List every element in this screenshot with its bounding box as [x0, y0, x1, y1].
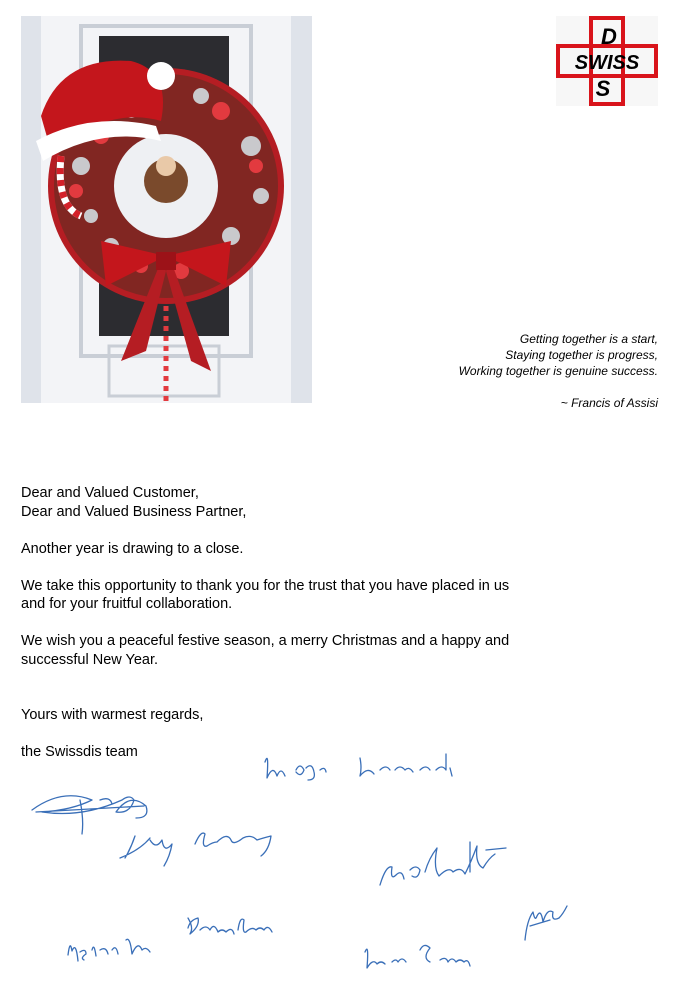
signatures — [0, 740, 674, 995]
signature-8 — [525, 906, 567, 940]
quote-block — [338, 331, 658, 411]
signature-1 — [265, 754, 452, 780]
logo-letter-d: D — [601, 24, 617, 49]
letter-body — [21, 484, 581, 780]
signature-7 — [365, 945, 470, 968]
quote-line-3: Working together is genuine success. — [458, 364, 658, 378]
salutation — [21, 484, 581, 521]
quote-line-1: Getting together is a start, — [519, 332, 658, 346]
closing: Yours with warmest regards, — [21, 707, 204, 723]
paragraph-year-end: Another year is drawing to a close. — [21, 540, 244, 557]
quote-line-2: Staying together is progress, — [505, 348, 658, 362]
paragraph-wishes — [21, 632, 581, 669]
signature-4 — [380, 842, 506, 885]
paragraph-thanks-line-2: and for your fruitful collaboration. — [21, 596, 233, 612]
paragraph-wishes-line-2: successful New Year. — [21, 651, 159, 668]
signature-6 — [68, 939, 150, 961]
logo-letter-s: S — [595, 76, 611, 101]
paragraph-thanks-line-1: We take this opportunity to thank you for the trust that you have placed in us — [21, 577, 510, 594]
salutation-partner: Dear and Valued Business Partner, — [21, 503, 247, 520]
signoff: the Swissdis team — [21, 744, 138, 760]
logo-word-swiss: SWISS — [574, 52, 640, 74]
christmas-wreath-photo — [21, 16, 312, 403]
salutation-customer: Dear and Valued Customer, — [21, 485, 199, 501]
quote-author: ~ Francis of Assisi — [560, 396, 658, 410]
paragraph-thanks — [21, 577, 581, 614]
signature-3 — [120, 833, 271, 866]
signature-5 — [188, 918, 272, 934]
signature-2 — [32, 796, 147, 834]
paragraph-wishes-line-1: We wish you a peaceful festive season, a merry Christmas and a happy and — [21, 633, 510, 649]
swissdis-logo — [556, 16, 658, 106]
